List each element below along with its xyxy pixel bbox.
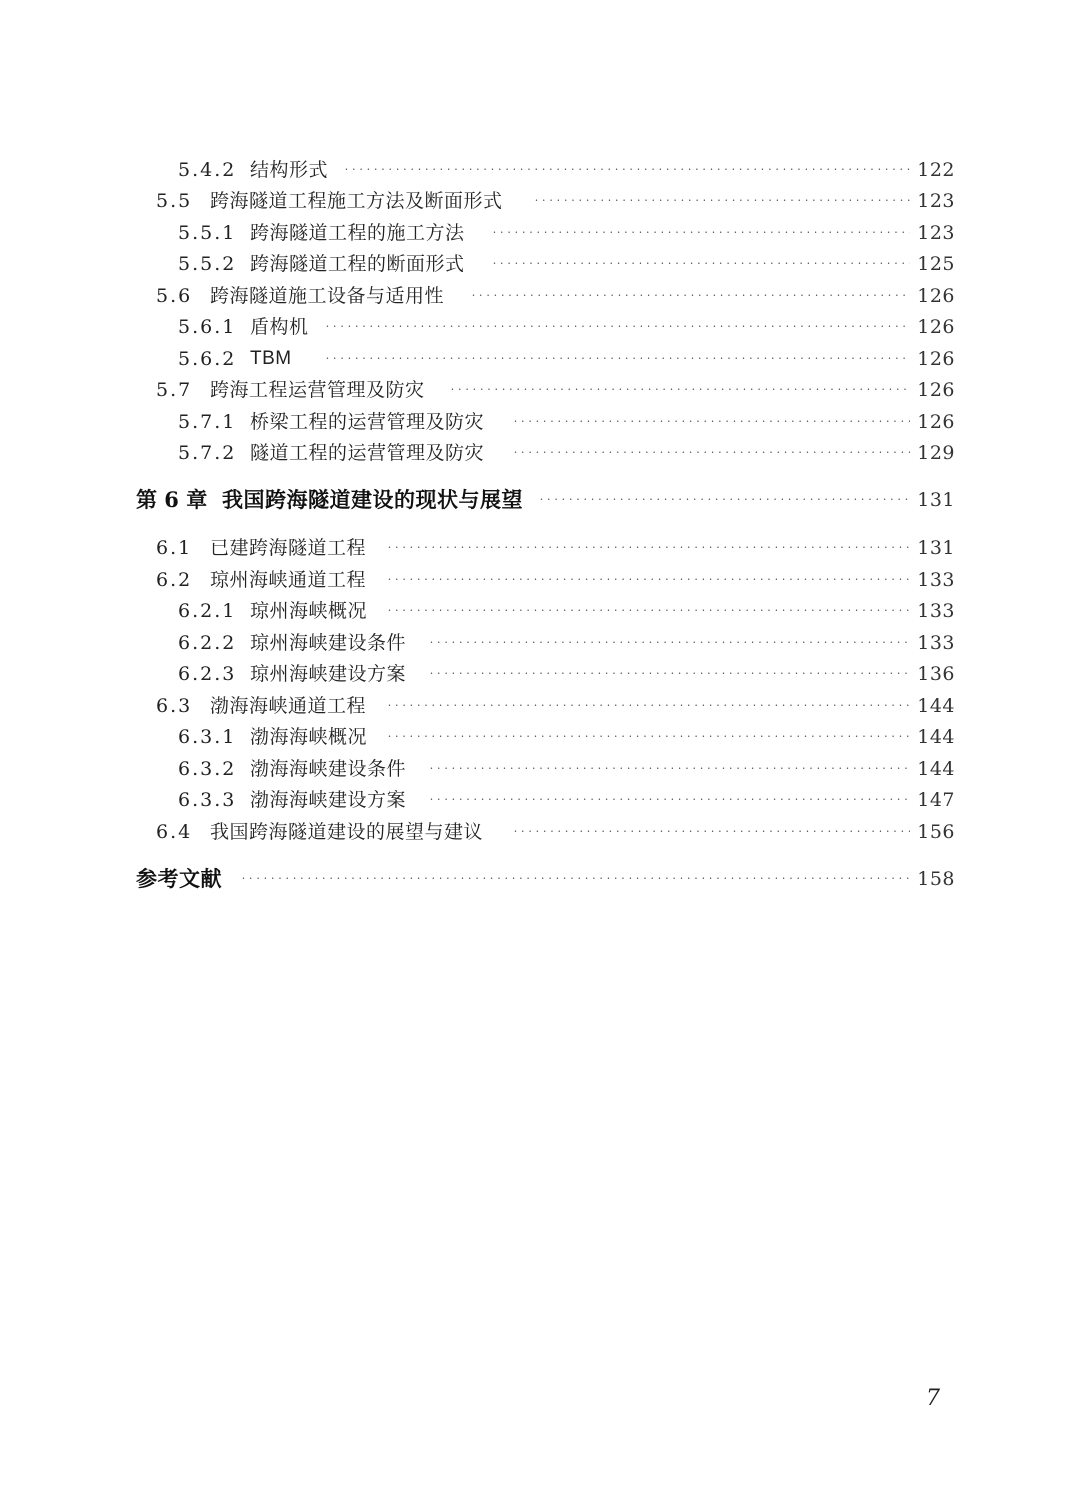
toc-entry-title: 琼州海峡通道工程: [210, 569, 367, 591]
toc-entry-page: 125: [917, 253, 955, 275]
toc-entry-page: 147: [917, 789, 955, 811]
toc-entry-page: 126: [917, 285, 955, 307]
toc-leader-dots: [430, 785, 910, 815]
toc-entry-title: 琼州海峡建设方案: [250, 663, 407, 685]
toc-entry-title: 渤海海峡建设条件: [250, 758, 407, 780]
toc-entry-page: 158: [917, 868, 955, 890]
toc-entry-page: 123: [917, 190, 955, 212]
toc-entry-page: 144: [917, 695, 955, 717]
toc-entry-page: 123: [917, 222, 955, 244]
toc-entry-5-4-2[interactable]: [0, 155, 1080, 185]
toc-entry-6-3-3[interactable]: [0, 785, 1080, 815]
toc-entry-number: 6.3.1: [178, 726, 237, 748]
toc-leader-dots: [430, 754, 910, 784]
toc-chapter-title: 我国跨海隧道建设的现状与展望: [222, 487, 523, 512]
toc-leader-dots: [514, 438, 910, 468]
toc-entry-page: 126: [917, 316, 955, 338]
toc-entry-5-5-1[interactable]: [0, 218, 1080, 248]
toc-entry-page: 133: [917, 632, 955, 654]
toc-entry-page: 144: [917, 758, 955, 780]
toc-entry-title: 跨海隧道工程的施工方法: [250, 222, 465, 244]
toc-entry-number: 5.7.2: [178, 442, 237, 464]
toc-entry-page: 126: [917, 379, 955, 401]
toc-entry-page: 131: [917, 537, 955, 559]
toc-entry-number: 6.1: [156, 537, 193, 559]
toc-leader-dots: [540, 485, 910, 515]
toc-entry-number: 5.7.1: [178, 411, 237, 433]
toc-entry-page: 144: [917, 726, 955, 748]
toc-leader-dots: [388, 691, 910, 721]
toc-entry-title: 渤海海峡通道工程: [210, 695, 367, 717]
toc-entry-title: 跨海隧道施工设备与适用性: [210, 285, 445, 307]
toc-entry-5-7-2[interactable]: [0, 438, 1080, 468]
toc-entry-title: 盾构机: [250, 316, 309, 338]
toc-entry-title: 隧道工程的运营管理及防灾: [250, 442, 485, 464]
toc-entry-title: 渤海海峡建设方案: [250, 789, 407, 811]
toc-references[interactable]: [0, 864, 1080, 894]
toc-entry-page: 126: [917, 348, 955, 370]
toc-entry-number: 6.2.2: [178, 632, 237, 654]
toc-leader-dots: [388, 565, 910, 595]
toc-entry-page: 129: [917, 442, 955, 464]
toc-entry-6-4[interactable]: [0, 817, 1080, 847]
toc-chapter-6[interactable]: [0, 485, 1080, 515]
toc-leader-dots: [430, 659, 910, 689]
toc-entry-page: 156: [917, 821, 955, 843]
toc-entry-title: 跨海工程运营管理及防灾: [210, 379, 425, 401]
toc-entry-6-3[interactable]: [0, 691, 1080, 721]
toc-leader-dots: [326, 344, 910, 374]
toc-entry-page: 122: [917, 159, 955, 181]
toc-entry-page: 133: [917, 600, 955, 622]
toc-leader-dots: [430, 628, 910, 658]
toc-entry-5-5[interactable]: [0, 186, 1080, 216]
toc-entry-number: 5.6: [156, 285, 193, 307]
toc-entry-page: 133: [917, 569, 955, 591]
toc-entry-number: 6.2: [156, 569, 193, 591]
toc-entry-number: 5.5.2: [178, 253, 237, 275]
toc-entry-title: TBM: [250, 348, 292, 369]
toc-entry-number: 6.2.3: [178, 663, 237, 685]
toc-references-title: 参考文献: [136, 866, 222, 891]
toc-entry-5-6-2[interactable]: [0, 344, 1080, 374]
toc-entry-5-5-2[interactable]: [0, 249, 1080, 279]
toc-leader-dots: [345, 155, 910, 185]
toc-entry-number: 6.3.3: [178, 789, 237, 811]
toc-entry-number: 6.3.2: [178, 758, 237, 780]
toc-entry-page: 136: [917, 663, 955, 685]
toc-entry-title: 桥梁工程的运营管理及防灾: [250, 411, 485, 433]
toc-entry-6-1[interactable]: [0, 533, 1080, 563]
toc-entry-title: 琼州海峡概况: [250, 600, 368, 622]
toc-entry-5-6[interactable]: [0, 281, 1080, 311]
toc-entry-6-2-2[interactable]: [0, 628, 1080, 658]
toc-entry-title: 我国跨海隧道建设的展望与建议: [210, 821, 484, 843]
toc-entry-title: 渤海海峡概况: [250, 726, 368, 748]
toc-entry-6-3-2[interactable]: [0, 754, 1080, 784]
toc-leader-dots: [472, 281, 910, 311]
toc-entry-page: 131: [917, 489, 955, 511]
toc-entry-number: 5.6.1: [178, 316, 237, 338]
toc-entry-page: 126: [917, 411, 955, 433]
toc-entry-6-2-1[interactable]: [0, 596, 1080, 626]
toc-entry-number: 5.4.2: [178, 159, 237, 181]
toc-entry-number: 6.2.1: [178, 600, 237, 622]
toc-entry-number: 5.6.2: [178, 348, 237, 370]
toc-entry-5-6-1[interactable]: [0, 312, 1080, 342]
toc-leader-dots: [451, 375, 910, 405]
toc-entry-number: 5.5: [156, 190, 193, 212]
toc-entry-6-2-3[interactable]: [0, 659, 1080, 689]
page-number: 7: [926, 1386, 940, 1411]
toc-entry-6-2[interactable]: [0, 565, 1080, 595]
toc-leader-dots: [514, 407, 910, 437]
toc-entry-title: 琼州海峡建设条件: [250, 632, 407, 654]
toc-entry-title: 跨海隧道工程施工方法及断面形式: [210, 190, 503, 212]
toc-leader-dots: [493, 218, 910, 248]
toc-leader-dots: [514, 817, 910, 847]
toc-leader-dots: [388, 533, 910, 563]
toc-entry-number: 5.5.1: [178, 222, 237, 244]
toc-leader-dots: [242, 864, 910, 894]
toc-entry-title: 跨海隧道工程的断面形式: [250, 253, 465, 275]
toc-leader-dots: [535, 186, 910, 216]
toc-entry-title: 已建跨海隧道工程: [210, 537, 367, 559]
toc-leader-dots: [326, 312, 910, 342]
toc-entry-number: 5.7: [156, 379, 193, 401]
toc-leader-dots: [493, 249, 910, 279]
toc-entry-5-7[interactable]: [0, 375, 1080, 405]
toc-chapter-number: 第 6 章: [136, 487, 208, 512]
toc-entry-5-7-1[interactable]: [0, 407, 1080, 437]
toc-entry-6-3-1[interactable]: [0, 722, 1080, 752]
toc-entry-title: 结构形式: [250, 159, 329, 181]
toc-leader-dots: [388, 596, 910, 626]
toc-entry-number: 6.4: [156, 821, 193, 843]
toc-entry-number: 6.3: [156, 695, 193, 717]
toc-leader-dots: [388, 722, 910, 752]
